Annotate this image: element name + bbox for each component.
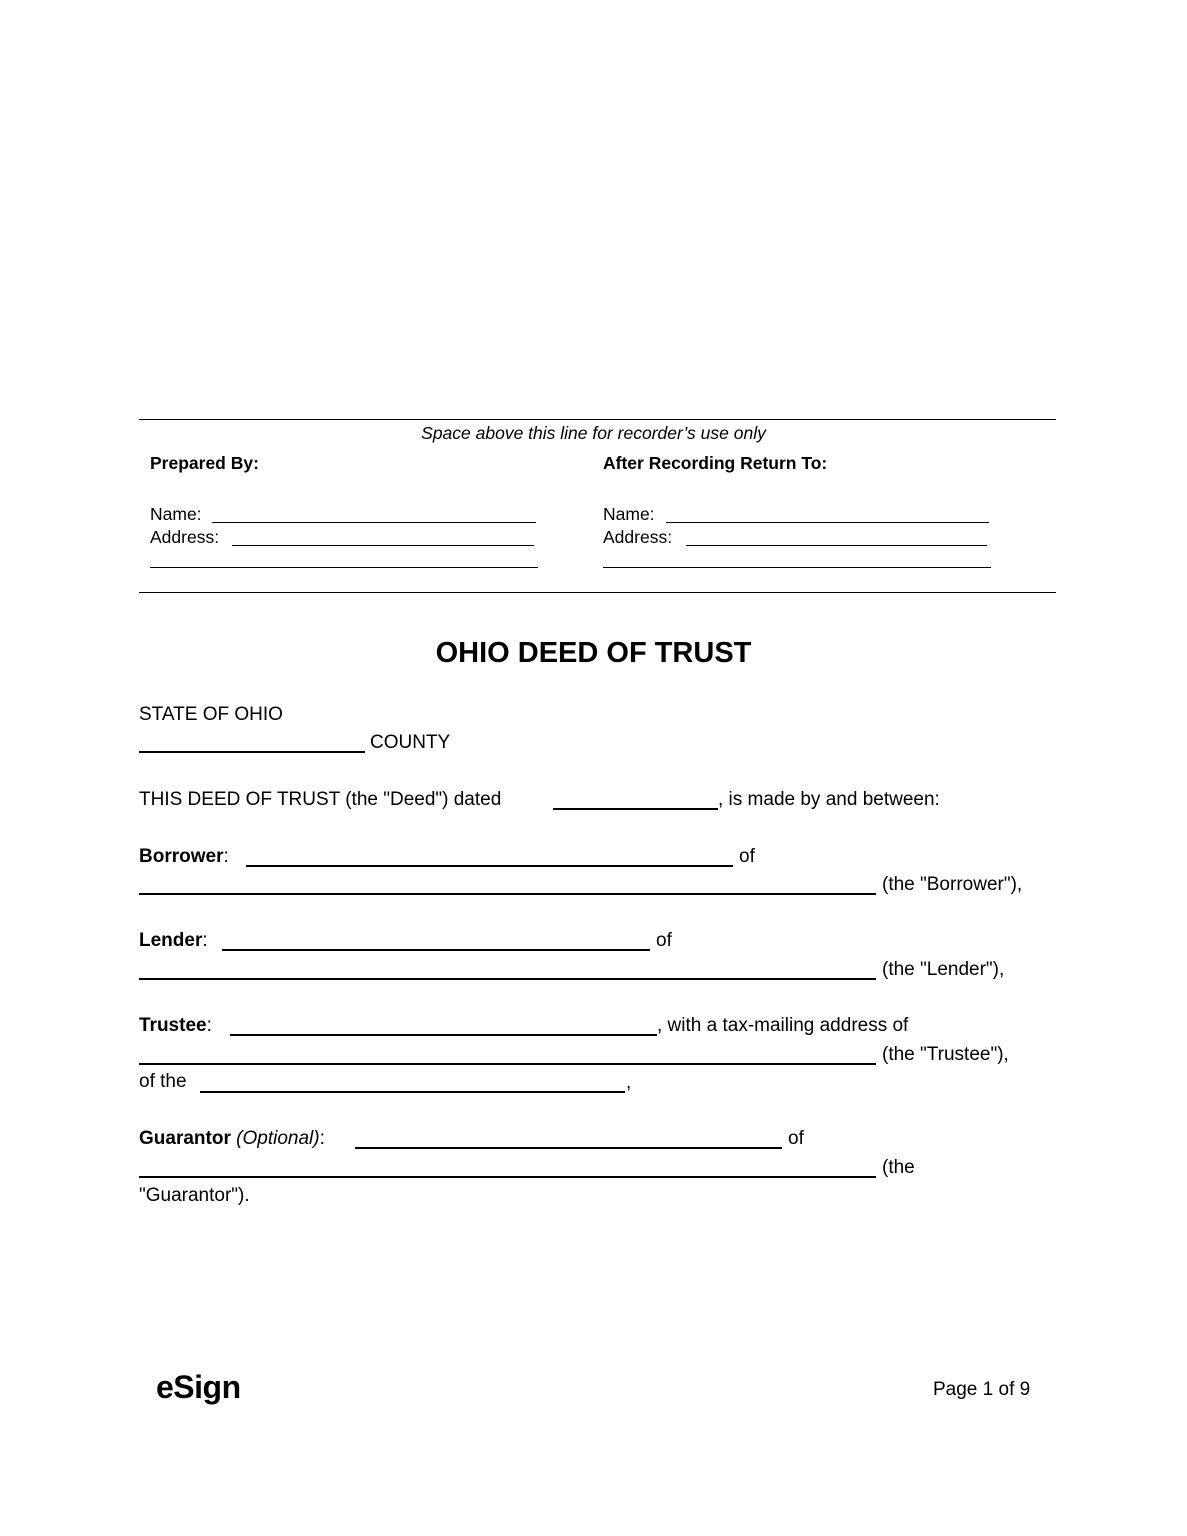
deed-date-field[interactable] [553,808,718,810]
trustee-defined: (the "Trustee"), [882,1044,1009,1065]
recorder-top-rule [139,419,1056,420]
document-title: OHIO DEED OF TRUST [435,637,752,669]
return-to-name-label: Name: [603,504,655,524]
return-to-name-field[interactable] [666,522,989,523]
page-number: Page 1 of 9 [933,1379,1031,1400]
intro-suffix: , is made by and between: [718,789,940,810]
trustee-address-field[interactable] [139,1063,876,1065]
trustee-county-field[interactable] [200,1091,625,1093]
guarantor-name-field[interactable] [355,1147,782,1149]
prepared-by-address-label: Address: [150,527,220,547]
guarantor-defined-start: (the [882,1157,915,1178]
lender-name-field[interactable] [222,949,650,951]
trustee-address-text: , with a tax-mailing address of [657,1015,909,1036]
county-label: COUNTY [370,732,451,753]
return-to-heading: After Recording Return To: [603,453,828,473]
prepared-by-address-field[interactable] [232,545,534,546]
borrower-defined: (the "Borrower"), [882,874,1023,895]
guarantor-defined-end: "Guarantor"). [139,1185,250,1206]
guarantor-address-field[interactable] [139,1176,876,1178]
borrower-name-field[interactable] [246,865,733,867]
return-to-address-field[interactable] [686,545,987,546]
guarantor-label: Guarantor [139,1128,231,1149]
prepared-by-address-line2-field[interactable] [150,567,538,568]
recorder-note: Space above this line for recorder’s use only [421,423,766,443]
lender-of: of [656,930,672,951]
borrower-address-field[interactable] [139,893,876,895]
guarantor-of: of [788,1128,804,1149]
lender-line: Lender: [139,930,208,951]
borrower-label: Borrower [139,846,224,867]
lender-label: Lender [139,930,203,951]
return-to-address-line2-field[interactable] [603,567,991,568]
prepared-by-name-label: Name: [150,504,202,524]
trustee-name-field[interactable] [230,1034,657,1036]
prepared-by-name-field[interactable] [212,522,536,523]
esign-logo: eSign [156,1369,241,1405]
county-field[interactable] [139,751,365,753]
intro-prefix: THIS DEED OF TRUST (the "Deed") dated [139,789,502,810]
lender-defined: (the "Lender"), [882,959,1005,980]
trustee-comma: , [626,1072,632,1093]
trustee-line: Trustee: [139,1015,212,1036]
guarantor-optional: (Optional) [236,1128,320,1149]
trustee-of-the: of the [139,1071,187,1092]
return-to-address-label: Address: [603,527,673,547]
borrower-line: Borrower: [139,846,229,867]
borrower-of: of [739,846,755,867]
guarantor-line: Guarantor (Optional): [139,1128,325,1149]
recorder-bottom-rule [139,592,1056,593]
state-line: STATE OF OHIO [139,704,283,725]
trustee-label: Trustee [139,1015,207,1036]
lender-address-field[interactable] [139,978,876,980]
prepared-by-heading: Prepared By: [150,453,259,473]
